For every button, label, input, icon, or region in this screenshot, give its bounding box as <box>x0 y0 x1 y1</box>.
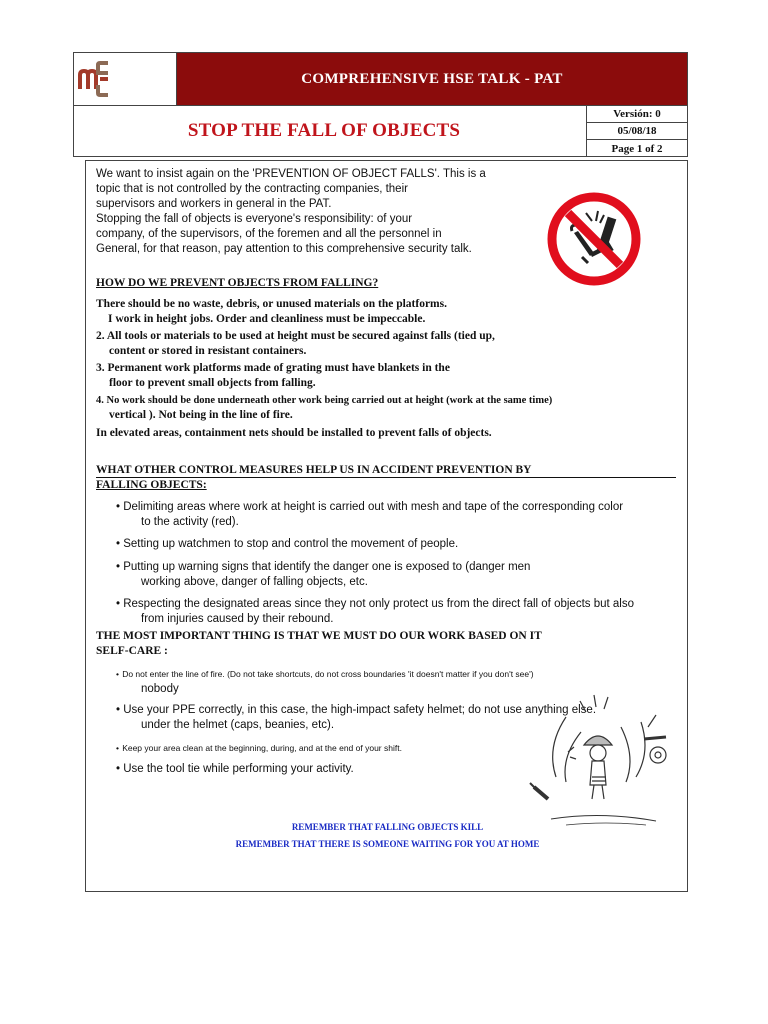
page-label: Page 1 of 2 <box>611 142 663 155</box>
list-item-text: Do not enter the line of fire. (Do not take shortcuts, do not cross boundaries 'it doesn't matter if you don't see') <box>122 669 534 679</box>
list-item: vertical ). Not being in the line of fire. <box>109 409 293 421</box>
list-item: working above, danger of falling objects, etc. <box>141 576 368 588</box>
falling-objects-illustration <box>526 687 676 832</box>
version-label: Versión: 0 <box>587 106 687 123</box>
intro-line: General, for that reason, pay attention to this comprehensive security talk. <box>96 243 472 255</box>
document-header <box>73 52 688 157</box>
list-item: In elevated areas, containment nets should be installed to prevent falls of objects. <box>96 427 492 439</box>
title-cell <box>74 105 587 156</box>
heading-line: FALLING OBJECTS: <box>96 479 207 491</box>
list-item: There should be no waste, debris, or unused materials on the platforms. <box>96 298 447 310</box>
list-item: 3. Permanent work platforms made of grating must have blankets in the <box>96 362 450 374</box>
list-item: to the activity (red). <box>141 516 239 528</box>
list-item: floor to prevent small objects from falling. <box>109 377 316 389</box>
control-measures-list <box>116 500 676 627</box>
document-title: STOP THE FALL OF OBJECTS <box>187 120 461 141</box>
bullet: • <box>116 669 119 679</box>
intro-paragraph <box>96 167 536 257</box>
prevention-list <box>96 297 676 441</box>
list-item: • Use your PPE correctly, in this case, the high-impact safety helmet; do not use anything else. <box>116 704 597 716</box>
list-item: • Use the tool tie while performing your activity. <box>116 763 354 775</box>
list-item: • Respecting the designated areas since they not only protect us from the direct fall of objects but also <box>116 598 634 610</box>
list-item: from injuries caused by their rebound. <box>141 613 334 625</box>
list-item: 2. All tools or materials to be used at height must be secured against falls (tied up, <box>96 330 495 342</box>
intro-line: topic that is not controlled by the contracting companies, their <box>96 183 408 195</box>
section-heading: HOW DO WE PREVENT OBJECTS FROM FALLING? <box>96 277 379 289</box>
list-item: I work in height jobs. Order and cleanliness must be impeccable. <box>108 313 426 325</box>
heading-line: THE MOST IMPORTANT THING IS THAT WE MUST DO OUR WORK BASED ON IT <box>96 630 542 642</box>
remember-message: REMEMBER THAT THERE IS SOMEONE WAITING FOR YOU AT HOME <box>235 839 540 849</box>
list-item: nobody <box>141 683 179 695</box>
bullet: • <box>116 743 119 753</box>
company-logo <box>78 59 112 99</box>
list-item: • Setting up watchmen to stop and control the movement of people. <box>116 538 459 550</box>
section-heading <box>96 629 676 659</box>
list-item: • Delimiting areas where work at height is carried out with mesh and tape of the corresponding color <box>116 501 624 513</box>
remember-message: REMEMBER THAT FALLING OBJECTS KILL <box>291 822 484 832</box>
intro-line: company, of the supervisors, of the foremen and all the personnel in <box>96 228 442 240</box>
intro-line: Stopping the fall of objects is everyone's responsibility: of your <box>96 213 413 225</box>
heading-line: SELF-CARE : <box>96 645 168 657</box>
list-item <box>116 667 676 682</box>
banner-title: COMPREHENSIVE HSE TALK - PAT <box>177 53 687 105</box>
date-label: 05/08/18 <box>587 123 687 140</box>
intro-line: We want to insist again on the 'PREVENTION OF OBJECT FALLS'. This is a <box>96 168 486 180</box>
list-item: under the helmet (caps, beanies, etc). <box>141 719 335 731</box>
list-item: 4. No work should be done underneath other work being carried out at height (work at the same time) <box>96 395 553 406</box>
logo-cell <box>74 53 177 105</box>
heading-line: WHAT OTHER CONTROL MEASURES HELP US IN ACCIDENT PREVENTION BY <box>96 463 676 478</box>
list-item-text: Keep your area clean at the beginning, during, and at the end of your shift. <box>122 743 402 753</box>
intro-line: supervisors and workers in general in the PAT. <box>96 198 332 210</box>
list-item: • Putting up warning signs that identify the danger one is exposed to (danger men <box>116 561 531 573</box>
no-falling-tools-sign-icon <box>546 191 642 287</box>
document-meta <box>587 105 687 156</box>
section-heading <box>96 463 676 493</box>
list-item: content or stored in resistant containers. <box>109 345 307 357</box>
content-box <box>85 160 688 892</box>
